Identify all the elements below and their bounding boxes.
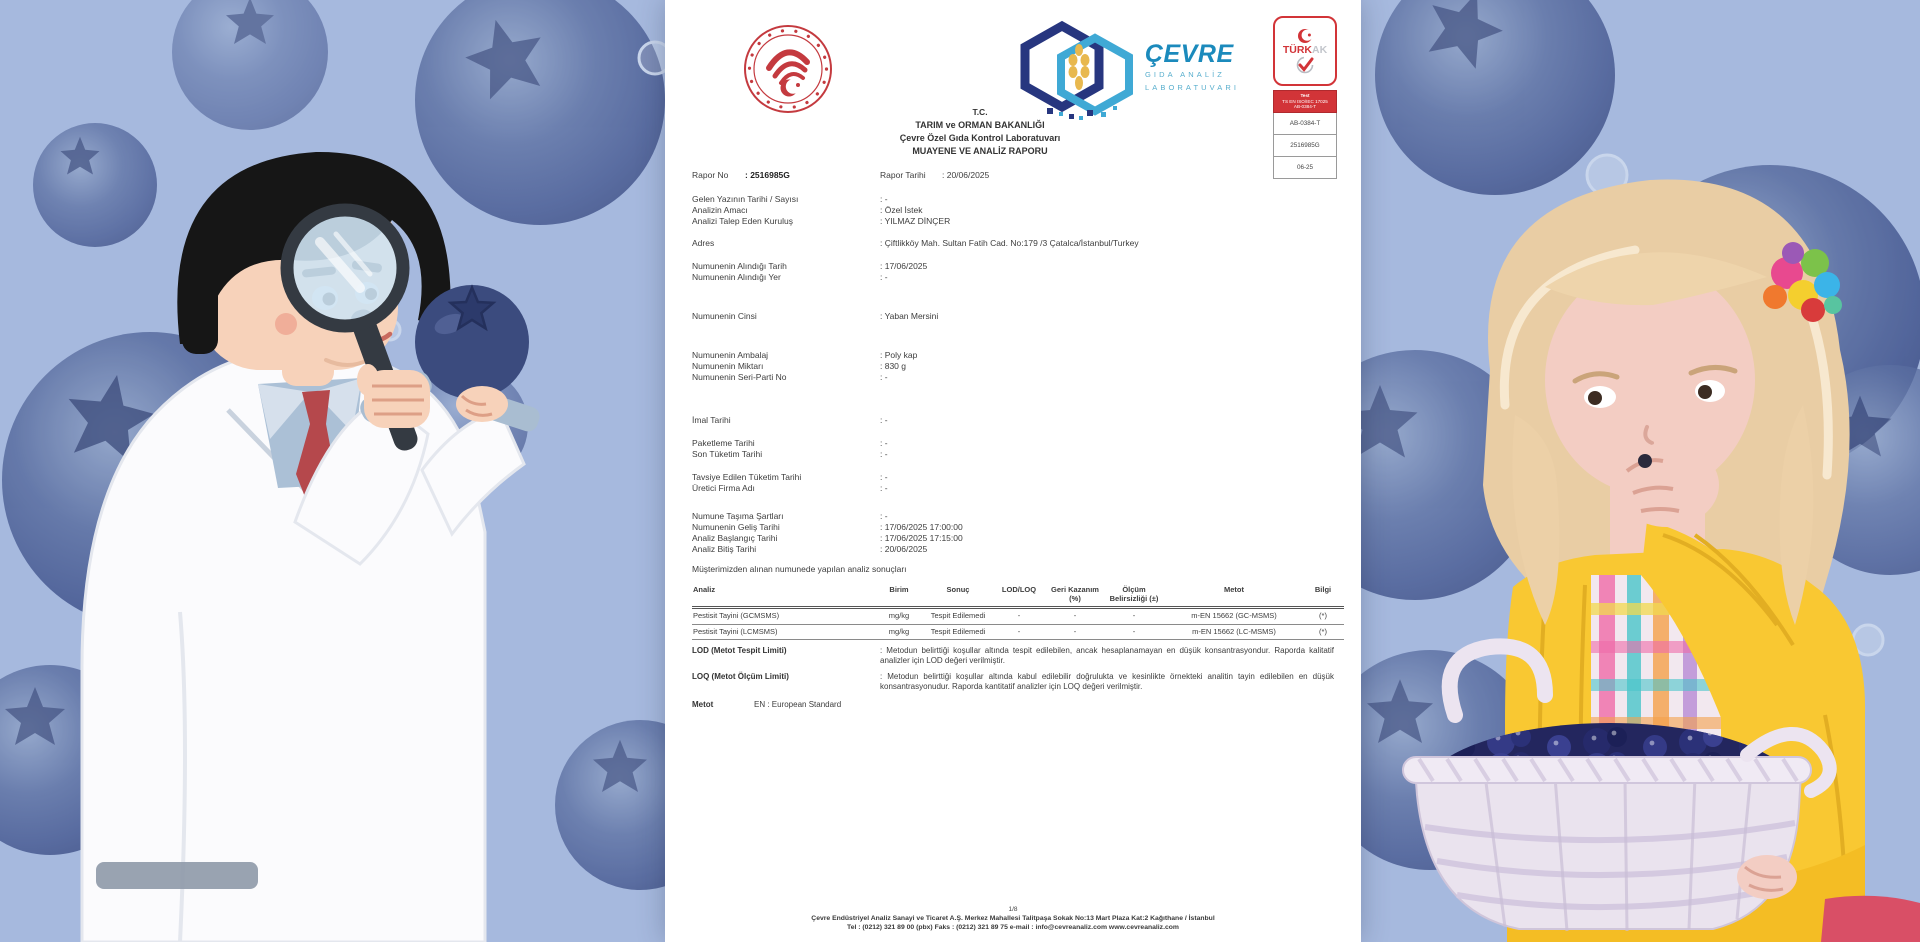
column-header: Metot bbox=[1224, 585, 1244, 594]
field-row bbox=[692, 449, 1334, 460]
report-date-value: : 20/06/2025 bbox=[942, 170, 990, 180]
table-cell: - bbox=[1017, 611, 1021, 620]
turkak-scope-band: Test TS EN ISO/IEC 17025 AB-0384-T bbox=[1273, 90, 1337, 113]
table-cell: m-EN 15662 (LC-MSMS) bbox=[1192, 626, 1276, 636]
column-header: LOD/LOQ bbox=[1001, 585, 1037, 594]
field-row bbox=[692, 194, 1334, 205]
field-value: : 17/06/2025 17:00:00 bbox=[880, 522, 963, 532]
results-table bbox=[692, 583, 1344, 640]
field-label: Numunenin Alındığı Yer bbox=[692, 272, 781, 282]
field-label: Numunenin Seri-Parti No bbox=[692, 372, 787, 382]
field-value: : Özel İstek bbox=[880, 205, 923, 215]
table-cell: Pestisit Tayini (LCMSMS) bbox=[693, 626, 778, 636]
table-cell: - bbox=[1132, 626, 1136, 636]
table-cell: (*) bbox=[1319, 626, 1327, 636]
field-row bbox=[692, 272, 1334, 283]
column-header: Ölçüm Belirsizliği (±) bbox=[1109, 585, 1159, 603]
field-label: Numunenin Geliş Tarihi bbox=[692, 522, 780, 532]
title-ministry: TARIM ve ORMAN BAKANLIĞI bbox=[915, 120, 1045, 130]
footer-contact: Tel : (0212) 321 89 00 (pbx) Faks : (0212) 321 89 75 e-mail : info@cevreanaliz.com www.cevreanaliz.com bbox=[847, 924, 1179, 931]
field-row bbox=[692, 350, 1334, 361]
notes-container bbox=[692, 646, 1334, 692]
field-value: : 17/06/2025 bbox=[880, 261, 928, 271]
cevre-logo-sub2: LABORATUVARI bbox=[1145, 83, 1240, 92]
scientist-illustration bbox=[30, 92, 570, 942]
title-tc: T.C. bbox=[972, 107, 988, 117]
report-footer bbox=[692, 905, 1334, 932]
report-date-label: Rapor Tarihi bbox=[880, 170, 926, 180]
field-value: : - bbox=[880, 449, 888, 459]
field-value: : - bbox=[880, 483, 888, 493]
ministry-logo-icon bbox=[743, 24, 833, 114]
field-label: Numunenin Ambalaj bbox=[692, 350, 769, 360]
cevre-logo-sub1: GIDA ANALİZ bbox=[1145, 70, 1225, 79]
field-label: Numunenin Alındığı Tarih bbox=[692, 261, 787, 271]
note-text: : Metodun belirttiği koşullar altında tespit edilebilen, ancak hesaplanamayan en düşük konsantrasyondur. Raporda kalitatif analizler için LOD değeri verilmiştir. bbox=[880, 646, 1334, 665]
field-label: Son Tüketim Tarihi bbox=[692, 449, 763, 459]
field-label: Adres bbox=[692, 238, 715, 248]
report-no-row bbox=[692, 170, 1334, 181]
note-row bbox=[692, 646, 1334, 666]
report-header bbox=[665, 0, 1361, 171]
crescent-star-icon bbox=[1297, 28, 1313, 44]
field-value: : Yaban Mersini bbox=[880, 311, 939, 321]
field-value: : Poly kap bbox=[880, 350, 918, 360]
column-header: Analiz bbox=[693, 585, 716, 594]
field-row bbox=[692, 438, 1334, 449]
field-label: İmal Tarihi bbox=[692, 415, 731, 425]
turkak-cell: 06-25 bbox=[1273, 157, 1337, 179]
note-label: LOQ (Metot Ölçüm Limiti) bbox=[692, 672, 789, 681]
turkak-cell: AB-0384-T bbox=[1273, 113, 1337, 135]
results-table-head-row bbox=[692, 583, 1344, 608]
fields-container bbox=[692, 194, 1334, 555]
field-value: : - bbox=[880, 372, 888, 382]
field-row bbox=[692, 238, 1334, 249]
page-number: 1/8 bbox=[1008, 906, 1018, 913]
field-value: : - bbox=[880, 272, 888, 282]
table-cell: - bbox=[1073, 626, 1077, 636]
cevre-logo-name: ÇEVRE bbox=[1145, 40, 1234, 68]
turkak-checkmark-icon bbox=[1295, 56, 1315, 74]
analysis-report-page bbox=[665, 0, 1361, 942]
field-value: : - bbox=[880, 511, 888, 521]
field-label: Gelen Yazının Tarihi / Sayısı bbox=[692, 194, 799, 204]
method-value: EN : European Standard bbox=[754, 700, 842, 709]
field-row bbox=[692, 483, 1334, 494]
field-value: : - bbox=[880, 472, 888, 482]
note-text: : Metodun belirttiği koşullar altında kabul edilebilir doğrulukta ve kesinlikte örnekteki analitin tayin edilebilen en düşük konsantrasyonudur. Raporda kantitatif analizler için LOQ değeri verilmiştir. bbox=[880, 672, 1334, 691]
method-label: Metot bbox=[692, 700, 714, 709]
turkak-logo-text: TÜRKAK bbox=[1282, 44, 1328, 56]
report-no-label: Rapor No bbox=[692, 170, 729, 180]
report-title bbox=[665, 106, 1295, 158]
table-cell: mg/kg bbox=[888, 626, 910, 636]
column-header: Geri Kazanım (%) bbox=[1051, 585, 1099, 603]
footer-address: Çevre Endüstriyel Analiz Sanayi ve Ticaret A.Ş. Merkez Mahallesi Talitpaşa Sokak No:13 Mart Plaza Kat:2 Kağıthane / İstanbul bbox=[811, 915, 1215, 922]
table-cell: - bbox=[1073, 611, 1077, 620]
field-label: Paketleme Tarihi bbox=[692, 438, 755, 448]
title-lab: Çevre Özel Gıda Kontrol Laboratuvarı bbox=[899, 133, 1061, 143]
report-body bbox=[692, 170, 1334, 710]
results-caption: Müşterimizden alınan numunede yapılan analiz sonuçları bbox=[692, 564, 907, 574]
field-row bbox=[692, 415, 1334, 426]
column-header: Sonuç bbox=[946, 585, 970, 594]
column-header: Bilgi bbox=[1314, 585, 1332, 594]
field-row bbox=[692, 311, 1334, 322]
table-cell: - bbox=[1017, 626, 1021, 636]
field-label: Tavsiye Edilen Tüketim Tarihi bbox=[692, 472, 802, 482]
field-row bbox=[692, 216, 1334, 227]
field-row bbox=[692, 372, 1334, 383]
report-no-value: : 2516985G bbox=[745, 170, 790, 180]
girl-with-basket-illustration bbox=[1395, 155, 1920, 942]
note-label: LOD (Metot Tespit Limiti) bbox=[692, 646, 787, 655]
field-row bbox=[692, 522, 1334, 533]
field-label: Analizi Talep Eden Kuruluş bbox=[692, 216, 793, 226]
table-cell: (*) bbox=[1319, 611, 1327, 620]
field-value: : - bbox=[880, 438, 888, 448]
field-row bbox=[692, 544, 1334, 555]
field-row bbox=[692, 511, 1334, 522]
field-label: Analiz Bitiş Tarihi bbox=[692, 544, 757, 554]
field-value: : 17/06/2025 17:15:00 bbox=[880, 533, 963, 543]
turkak-logo-icon bbox=[1273, 16, 1337, 86]
method-note-row bbox=[692, 700, 1334, 710]
results-table-body bbox=[692, 608, 1344, 640]
table-cell: mg/kg bbox=[888, 611, 910, 620]
field-value: : YILMAZ DİNÇER bbox=[880, 216, 951, 226]
table-cell: Pestisit Tayini (GCMSMS) bbox=[693, 611, 780, 620]
field-row bbox=[692, 472, 1334, 483]
field-value: : - bbox=[880, 415, 888, 425]
field-value: : Çiftlikköy Mah. Sultan Fatih Cad. No:179 /3 Çatalca/İstanbul/Turkey bbox=[880, 238, 1139, 248]
table-cell: Tespit Edilemedi bbox=[930, 611, 986, 620]
table-row bbox=[692, 624, 1344, 640]
column-header: Birim bbox=[889, 585, 909, 594]
field-label: Numune Taşıma Şartları bbox=[692, 511, 784, 521]
field-row bbox=[692, 261, 1334, 272]
field-value: : 830 g bbox=[880, 361, 906, 371]
turkak-cell: 2516985G bbox=[1273, 135, 1337, 157]
cartoon-blueberry bbox=[415, 285, 529, 399]
field-label: Analiz Başlangıç Tarihi bbox=[692, 533, 778, 543]
table-cell: m-EN 15662 (GC-MSMS) bbox=[1191, 611, 1277, 620]
field-label: Analizin Amacı bbox=[692, 205, 748, 215]
field-value: : 20/06/2025 bbox=[880, 544, 928, 554]
table-edge-decoration bbox=[96, 862, 258, 889]
field-label: Numunenin Cinsi bbox=[692, 311, 757, 321]
field-label: Numunenin Miktarı bbox=[692, 361, 764, 371]
field-label: Üretici Firma Adı bbox=[692, 483, 755, 493]
note-row bbox=[692, 672, 1334, 692]
field-row bbox=[692, 361, 1334, 372]
field-row bbox=[692, 533, 1334, 544]
field-row bbox=[692, 205, 1334, 216]
field-value: : - bbox=[880, 194, 888, 204]
title-report: MUAYENE VE ANALİZ RAPORU bbox=[912, 146, 1048, 156]
table-cell: Tespit Edilemedi bbox=[930, 626, 986, 636]
table-cell: - bbox=[1132, 611, 1136, 620]
table-row bbox=[692, 608, 1344, 625]
